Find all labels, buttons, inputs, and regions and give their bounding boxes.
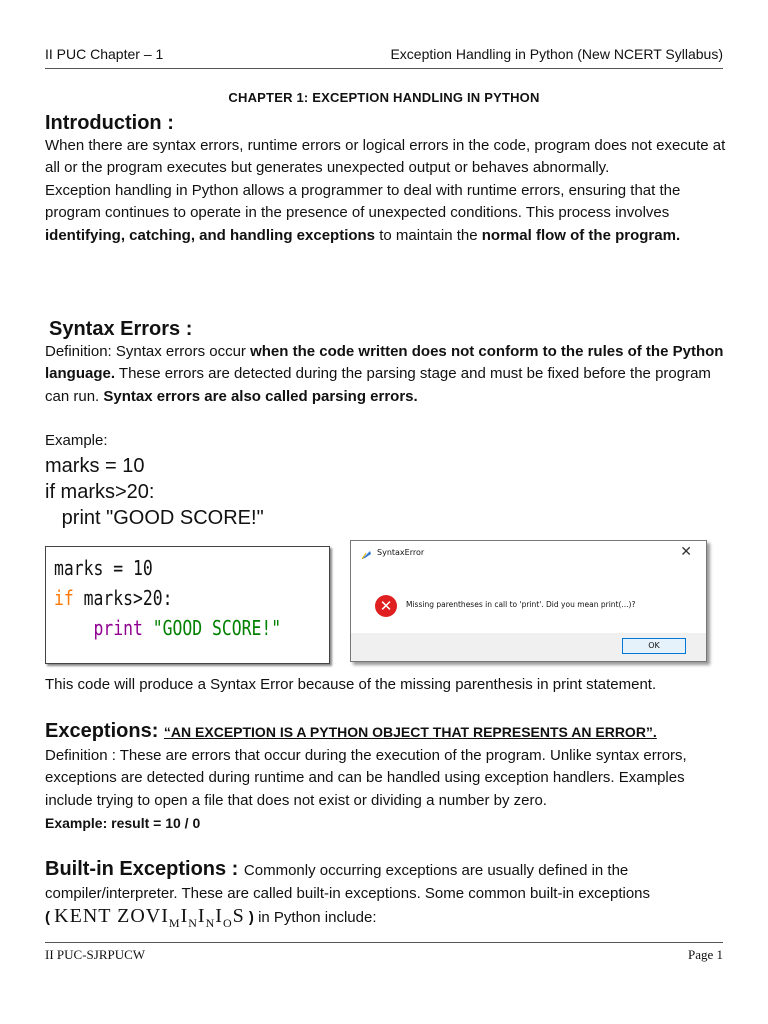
syntax-definition: Definition: Syntax errors occur when the code written does not conform to the rules of the Python language. These errors are detected during the parsing stage and must be fixed before the program can run. Syntax errors are also called parsing errors. bbox=[45, 342, 724, 405]
exceptions-example: Example: result = 10 / 0 bbox=[45, 815, 201, 831]
code-line-3: print "GOOD SCORE!" bbox=[45, 506, 264, 529]
code-screenshot bbox=[45, 546, 330, 664]
exceptions-heading-line bbox=[45, 720, 730, 745]
codebox-line-3: print "GOOD SCORE!" bbox=[93, 616, 282, 640]
intro-paragraph-2: Exception handling in Python allows a programmer to deal with runtime errors, ensuring that the program continues to operate in the presence of unexpected conditions. This process involves identifying, catching, and handling exceptions to maintain the normal flow of the program. bbox=[45, 181, 681, 244]
builtin-text: Commonly occurring exceptions are usually defined in the compiler/interpreter. These are called built-in exceptions. Some common built-in exceptions bbox=[45, 862, 651, 902]
builtin-exceptions-section bbox=[45, 858, 730, 935]
dialog-message: Missing parentheses in call to 'print'. Did you mean print(...)? bbox=[406, 600, 636, 609]
dialog-footer bbox=[351, 633, 706, 661]
dialog-titlebar bbox=[351, 541, 706, 567]
codebox-line-2: if marks>20: bbox=[54, 586, 173, 610]
page-header bbox=[45, 44, 723, 69]
chapter-title: CHAPTER 1: EXCEPTION HANDLING IN PYTHON bbox=[228, 90, 540, 105]
error-icon: ✕ bbox=[375, 595, 397, 617]
syntax-errors-section bbox=[45, 318, 730, 531]
syntax-note: This code will produce a Syntax Error because of the missing parenthesis in print statement. bbox=[45, 676, 657, 693]
code-line-2: if marks>20: bbox=[45, 480, 155, 503]
intro-paragraph-1: When there are syntax errors, runtime errors or logical errors in the code, program does not execute at all or the program executes but generates unexpected output or behaves abnormally. bbox=[45, 136, 726, 176]
dialog-title: SyntaxError bbox=[377, 548, 425, 557]
python-feather-icon bbox=[361, 549, 372, 560]
builtin-paragraph bbox=[45, 858, 730, 905]
page-number: Page 1 bbox=[687, 947, 723, 962]
syntax-error-dialog bbox=[350, 540, 707, 662]
exceptions-heading: Exceptions: bbox=[45, 720, 164, 742]
page-footer bbox=[45, 942, 723, 967]
exceptions-quote: “AN EXCEPTION IS A PYTHON OBJECT THAT REPRESENTS AN ERROR”. bbox=[163, 724, 657, 740]
exceptions-section bbox=[45, 720, 730, 835]
syntax-errors-heading: Syntax Errors : bbox=[49, 318, 193, 340]
exceptions-definition: Definition : These are errors that occur during the execution of the program. Unlike syntax errors, exceptions are detected during runtime and can be handled using exception handlers. Examples include trying to open a file that does not exist or dividing a number by zero. bbox=[45, 746, 687, 809]
kent-line: ( KENT $ZOVI_MI_NI_NI_OS$ ) in Python include: bbox=[45, 905, 377, 930]
example-label: Example: bbox=[45, 432, 108, 449]
code-line-1: marks = 10 bbox=[45, 454, 145, 477]
dialog-message-area bbox=[351, 567, 706, 633]
ok-button[interactable]: OK bbox=[622, 638, 686, 654]
introduction-section bbox=[45, 112, 730, 247]
kent-mnemonic: KENT $ZOVI_MI_NI_NI_OS$ bbox=[54, 905, 245, 930]
introduction-heading: Introduction : bbox=[45, 112, 174, 134]
close-icon[interactable]: ✕ bbox=[680, 544, 692, 560]
footer-left: II PUC-SJRPUCW bbox=[45, 947, 146, 962]
header-right: Exception Handling in Python (New NCERT Syllabus) bbox=[390, 46, 723, 62]
header-left: II PUC Chapter – 1 bbox=[45, 46, 164, 62]
builtin-heading: Built-in Exceptions : bbox=[45, 858, 244, 880]
codebox-line-1: marks = 10 bbox=[54, 556, 153, 580]
